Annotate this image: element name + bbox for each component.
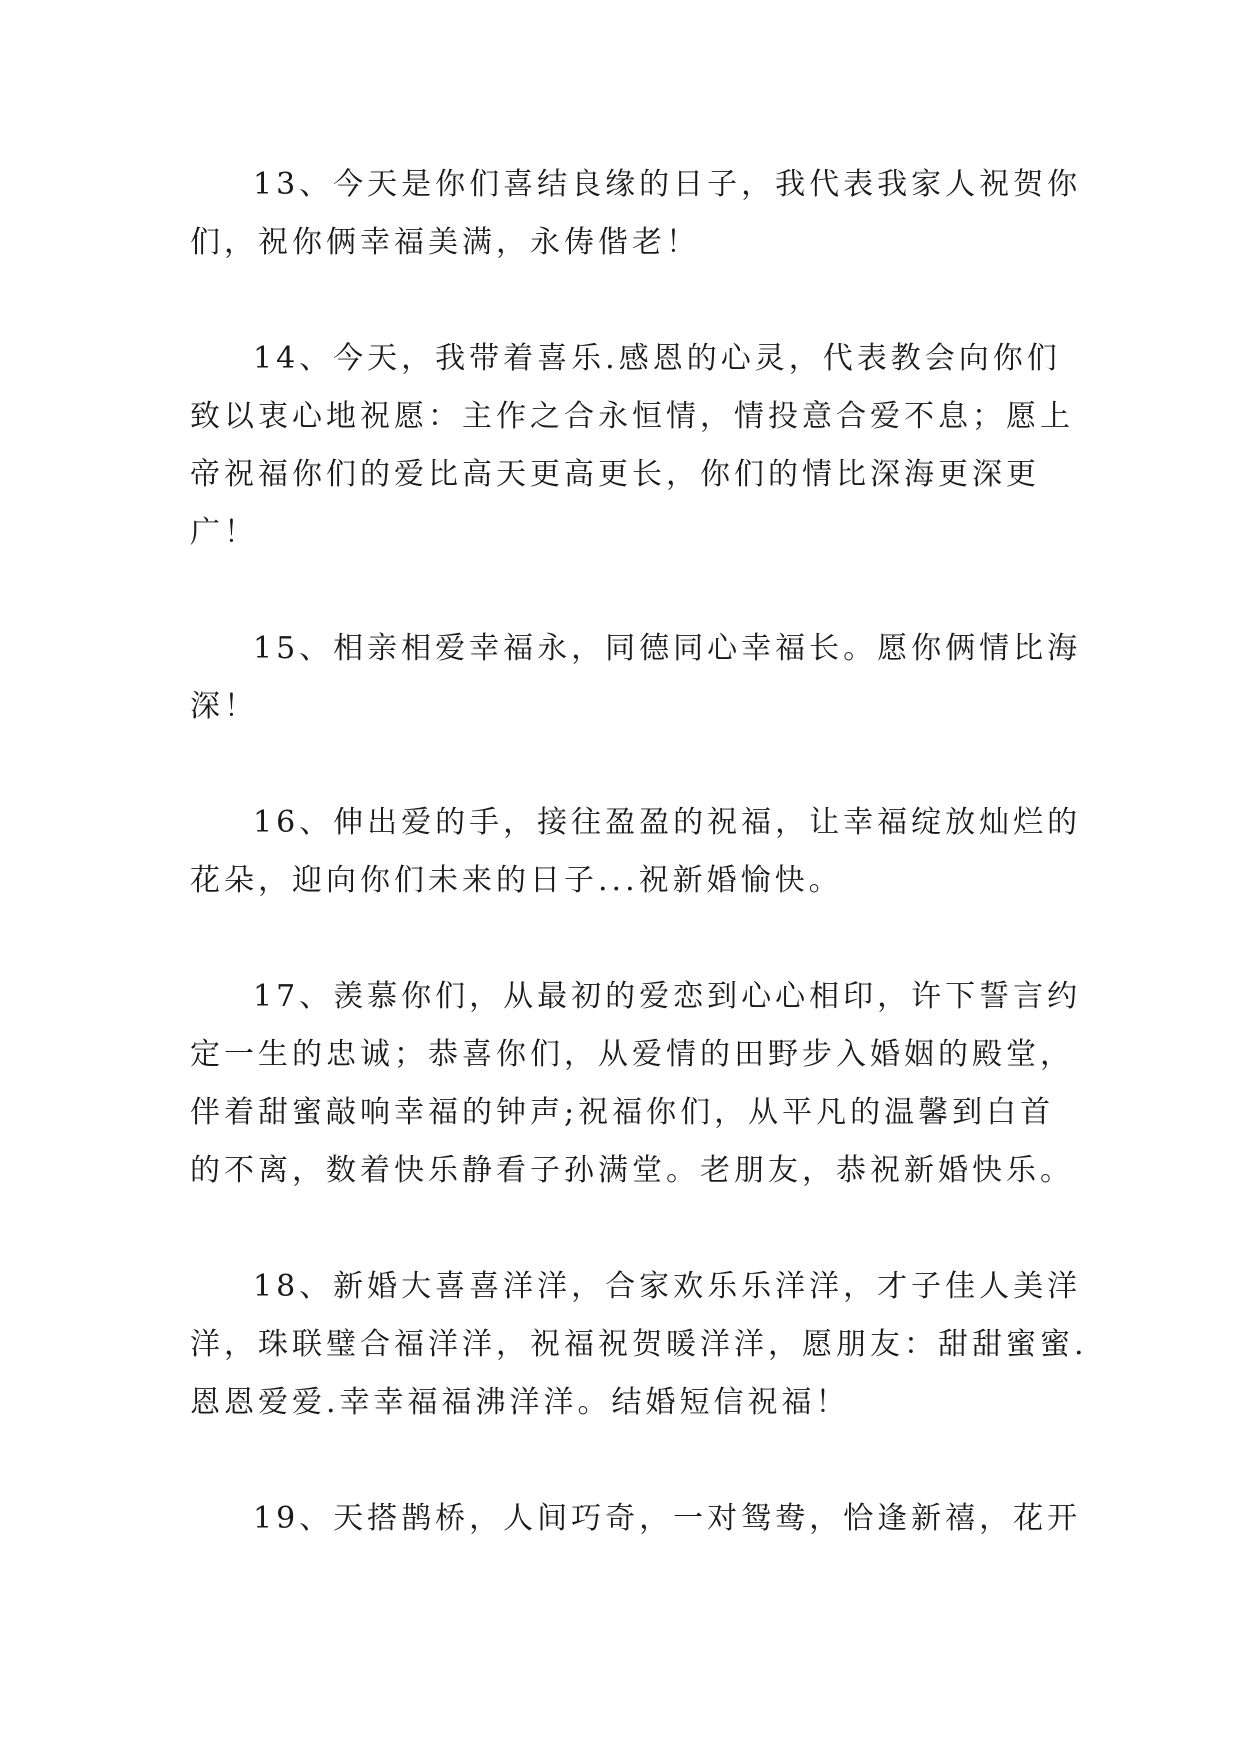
text-line: 14、今天，我带着喜乐.感恩的心灵，代表教会向你们 bbox=[253, 341, 1061, 376]
text-line: 15、相亲相爱幸福永，同德同心幸福长。愿你俩情比海 bbox=[253, 631, 1082, 666]
text-line: 花朵，迎向你们未来的日子...祝新婚愉快。 bbox=[190, 863, 843, 898]
text-line: 18、新婚大喜喜洋洋，合家欢乐乐洋洋，才子佳人美洋 bbox=[253, 1269, 1082, 1304]
text-line: 的不离，数着快乐静看子孙满堂。老朋友，恭祝新婚快乐。 bbox=[190, 1153, 1074, 1188]
text-line: 恩恩爱爱.幸幸福福沸洋洋。结婚短信祝福！ bbox=[190, 1385, 850, 1420]
text-line: 深！ bbox=[190, 689, 258, 724]
text-line: 们，祝你俩幸福美满，永俦偕老！ bbox=[190, 225, 700, 260]
text-line: 广！ bbox=[190, 515, 258, 550]
text-line: 伴着甜蜜敲响幸福的钟声;祝福你们，从平凡的温馨到白首 bbox=[190, 1095, 1055, 1130]
text-line: 19、天搭鹊桥，人间巧奇，一对鸳鸯，恰逢新禧，花开 bbox=[253, 1501, 1082, 1536]
text-line: 16、伸出爱的手，接往盈盈的祝福，让幸福绽放灿烂的 bbox=[253, 805, 1082, 840]
text-line: 致以衷心地祝愿：主作之合永恒情，情投意合爱不息；愿上 bbox=[190, 399, 1074, 434]
text-line: 洋，珠联璧合福洋洋，祝福祝贺暖洋洋，愿朋友：甜甜蜜蜜. bbox=[190, 1327, 1088, 1362]
text-line: 17、羡慕你们，从最初的爱恋到心心相印，许下誓言约 bbox=[253, 979, 1082, 1014]
text-line: 帝祝福你们的爱比高天更高更长，你们的情比深海更深更 bbox=[190, 457, 1040, 492]
text-line: 定一生的忠诚；恭喜你们，从爱情的田野步入婚姻的殿堂， bbox=[190, 1037, 1074, 1072]
text-line: 13、今天是你们喜结良缘的日子，我代表我家人祝贺你 bbox=[253, 167, 1082, 202]
